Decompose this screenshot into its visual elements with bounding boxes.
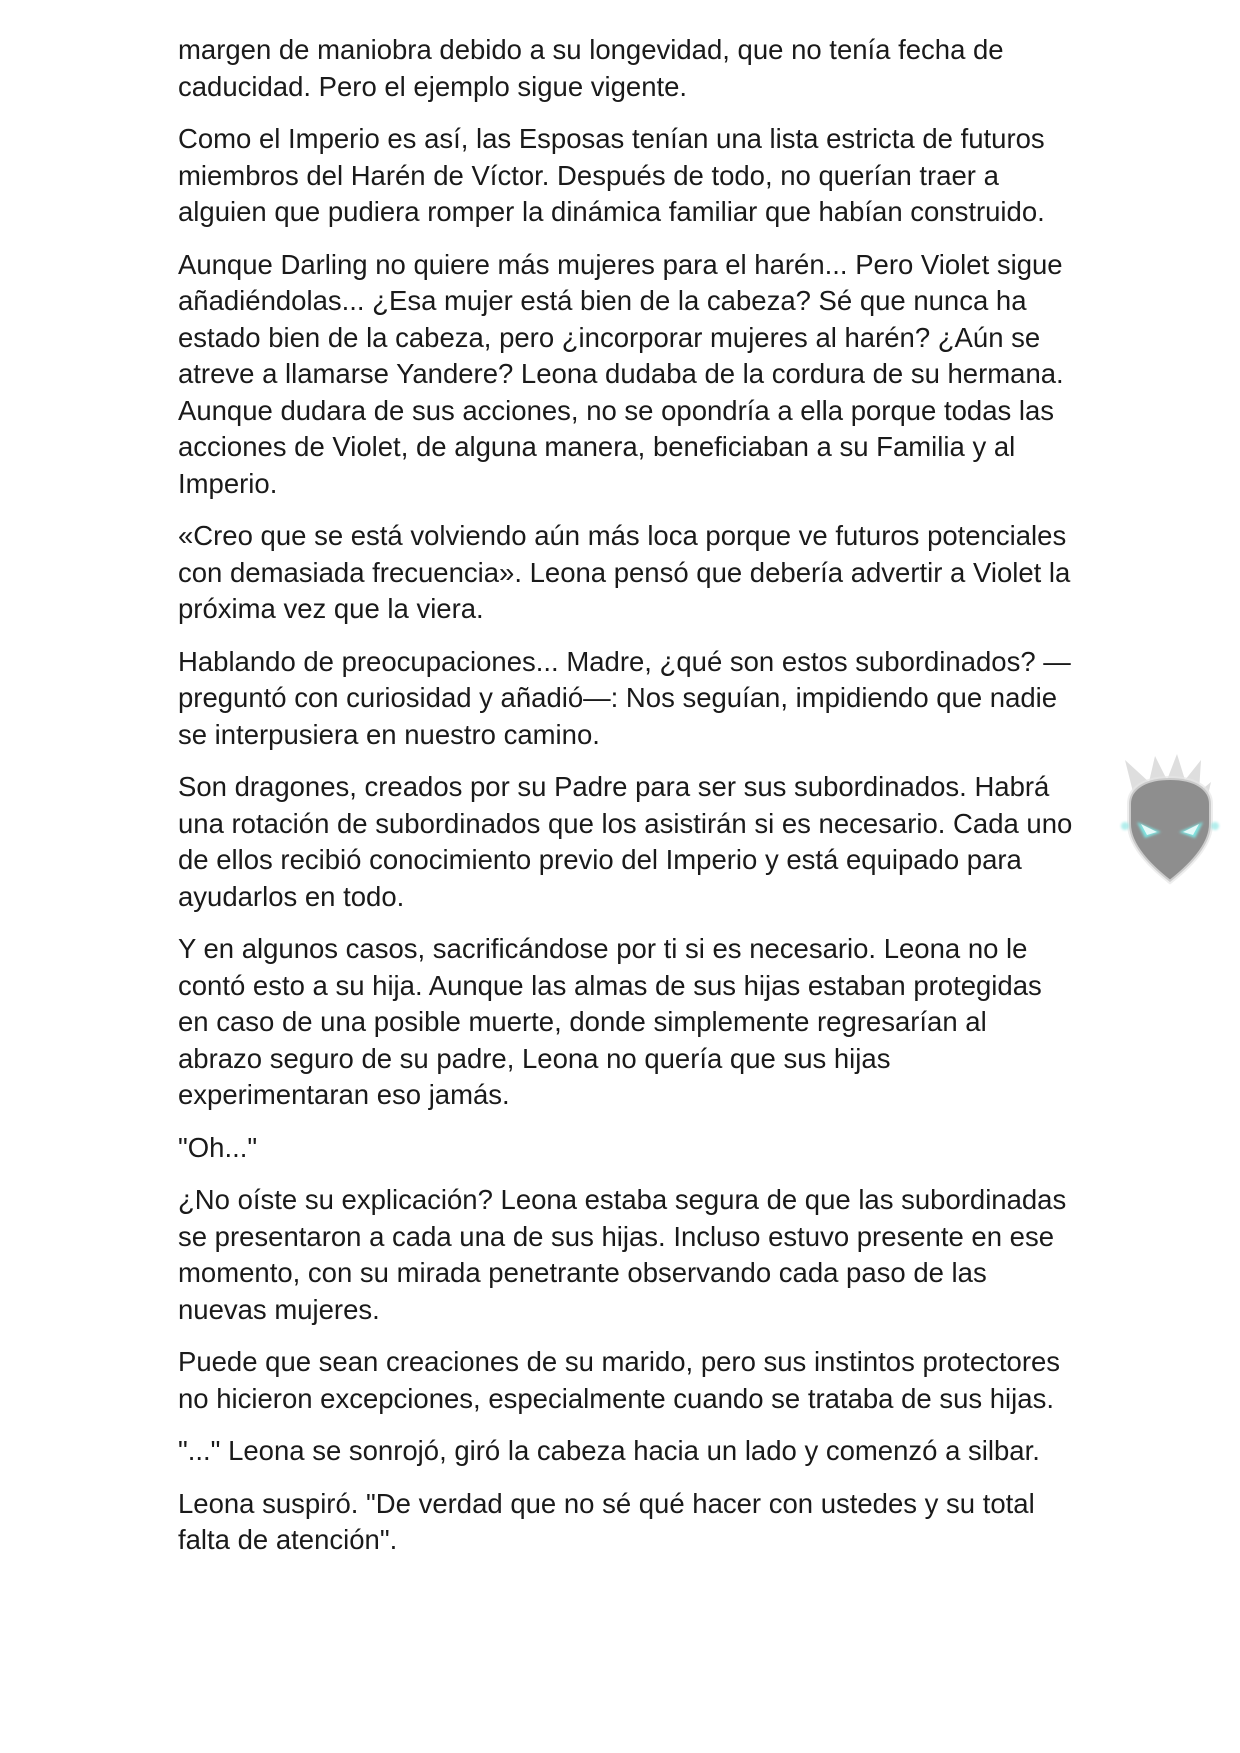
paragraph-6: Son dragones, creados por su Padre para ser sus subordinados. Habrá una rotación de subordinados que los asistirán si es necesario. Cada uno de ellos recibió conocimiento previo del Imperio y está equipado para ayudarlos en todo. [178,771,1073,912]
paragraph-1: margen de maniobra debido a su longevidad, que no tenía fecha de caducidad. Pero el ejemplo sigue vigente. [178,34,1004,102]
paragraph-3: Aunque Darling no quiere más mujeres para el harén... Pero Violet sigue añadiéndolas... ¿Esa mujer está bien de la cabeza? Sé que nunca ha estado bien de la cabeza, pero ¿incorporar mujeres al harén? ¿Aún se atreve a llamarse Yandere? Leona dudaba de la cordura de su hermana. Aunque dudara de sus acciones, no se opondría a ella porque todas las acciones de Violet, de alguna manera, beneficiaban a su Familia y al Imperio. [178,248,1064,499]
paragraph-5: Hablando de preocupaciones... Madre, ¿qué son estos subordinados? —preguntó con curiosidad y añadió—: Nos seguían, impidiendo que nadie se interpusiera en nuestro camino. [178,645,1071,750]
paragraph-11: "..." Leona se sonrojó, giró la cabeza hacia un lado y comenzó a silbar. [178,1435,1040,1466]
paragraph-2: Como el Imperio es así, las Esposas tenían una lista estricta de futuros miembros del Harén de Víctor. Después de todo, no querían traer a alguien que pudiera romper la dinámica familiar que habían construido. [178,123,1045,227]
paragraph-12: Leona suspiró. "De verdad que no sé qué hacer con ustedes y su total falta de atención". [178,1487,1035,1555]
demon-head-logo-icon [1115,752,1225,892]
paragraph-8: "Oh..." [178,1131,258,1163]
paragraph-7: Y en algunos casos, sacrificándose por ti si es necesario. Leona no le contó esto a su hija. Aunque las almas de sus hijas estaban protegidas en caso de una posible muerte, donde simplemente regresarían al abrazo seguro de su padre, Leona no quería que sus hijas experimentaran eso jamás. [178,933,1042,1110]
paragraph-4: «Creo que se está volviendo aún más loca porque ve futuros potenciales con demasiada frecuencia». Leona pensó que debería advertir a Violet la próxima vez que la viera. [178,520,1071,624]
document-body [178,32,1078,1575]
paragraph-10: Puede que sean creaciones de su marido, pero sus instintos protectores no hicieron excepciones, especialmente cuando se trataba de sus hijas. [178,1346,1061,1414]
paragraph-9: ¿No oíste su explicación? Leona estaba segura de que las subordinadas se presentaron a cada una de sus hijas. Incluso estuvo presente en ese momento, con su mirada penetrante observando cada paso de las nuevas mujeres. [178,1184,1067,1325]
